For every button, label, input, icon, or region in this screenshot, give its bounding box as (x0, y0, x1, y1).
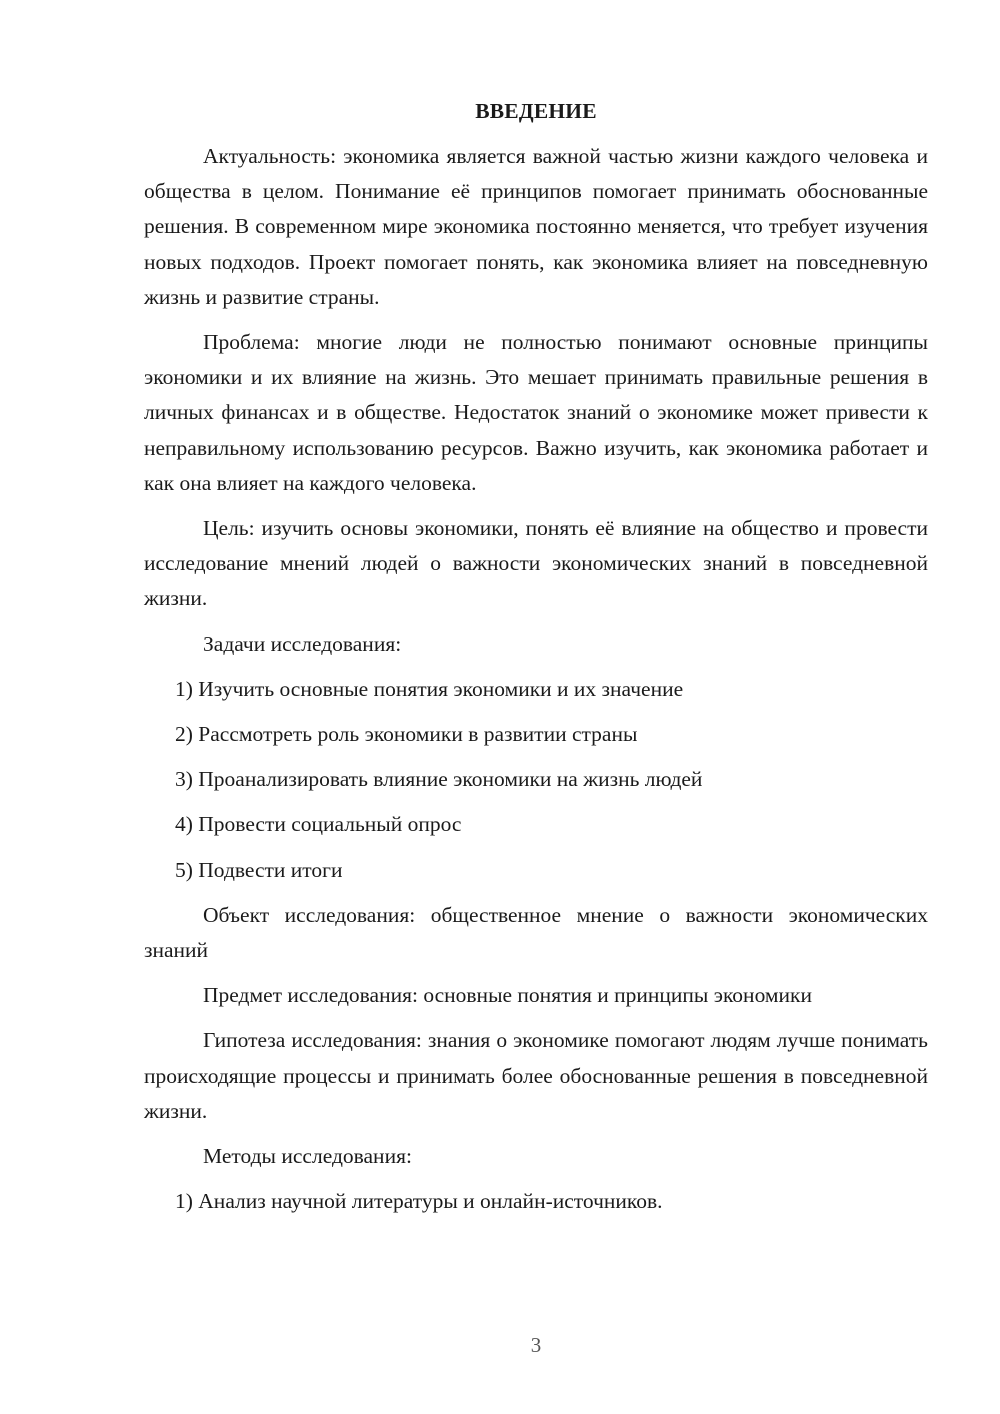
task-item: 2) Рассмотреть роль экономики в развитии страны (175, 722, 638, 747)
object-paragraph: Объект исследования: общественное мнение о важности экономических знаний (144, 902, 928, 963)
task-item: 3) Проанализировать влияние экономики на жизнь людей (175, 767, 703, 792)
page-number: 3 (530, 1333, 542, 1357)
task-item: 5) Подвести итоги (175, 857, 343, 882)
page-content (144, 94, 928, 1229)
method-item: 1) Анализ научной литературы и онлайн-источников. (175, 1189, 663, 1214)
subject-paragraph: Предмет исследования: основные понятия и принципы экономики (203, 983, 812, 1008)
methods-title: Методы исследования: (203, 1144, 412, 1169)
goal-paragraph: Цель: изучить основы экономики, понять её влияние на общество и провести исследование мнений людей о важности экономических знаний в повседневной жизни. (144, 516, 928, 611)
tasks-title: Задачи исследования: (203, 631, 402, 656)
task-item: 1) Изучить основные понятия экономики и их значение (175, 676, 684, 701)
task-item: 4) Провести социальный опрос (175, 812, 462, 837)
section-heading: ВВЕДЕНИЕ (475, 99, 597, 123)
relevance-paragraph: Актуальность: экономика является важной частью жизни каждого человека и общества в целом. Понимание её принципов помогает принимать обоснованные решения. В современном мире экономика постоянно меняется, что требует изучения новых подходов. Проект помогает понять, как экономика влияет на повседневную жизнь и развитие страны. (144, 144, 928, 309)
hypothesis-paragraph: Гипотеза исследования: знания о экономике помогают людям лучше понимать происходящие процессы и принимать более обоснованные решения в повседневной жизни. (144, 1028, 928, 1123)
problem-paragraph: Проблема: многие люди не полностью понимают основные принципы экономики и их влияние на жизнь. Это мешает принимать правильные решения в личных финансах и в обществе. Недостаток знаний о экономике может привести к неправильному использованию ресурсов. Важно изучить, как экономика работает и как она влияет на каждого человека. (144, 330, 928, 495)
